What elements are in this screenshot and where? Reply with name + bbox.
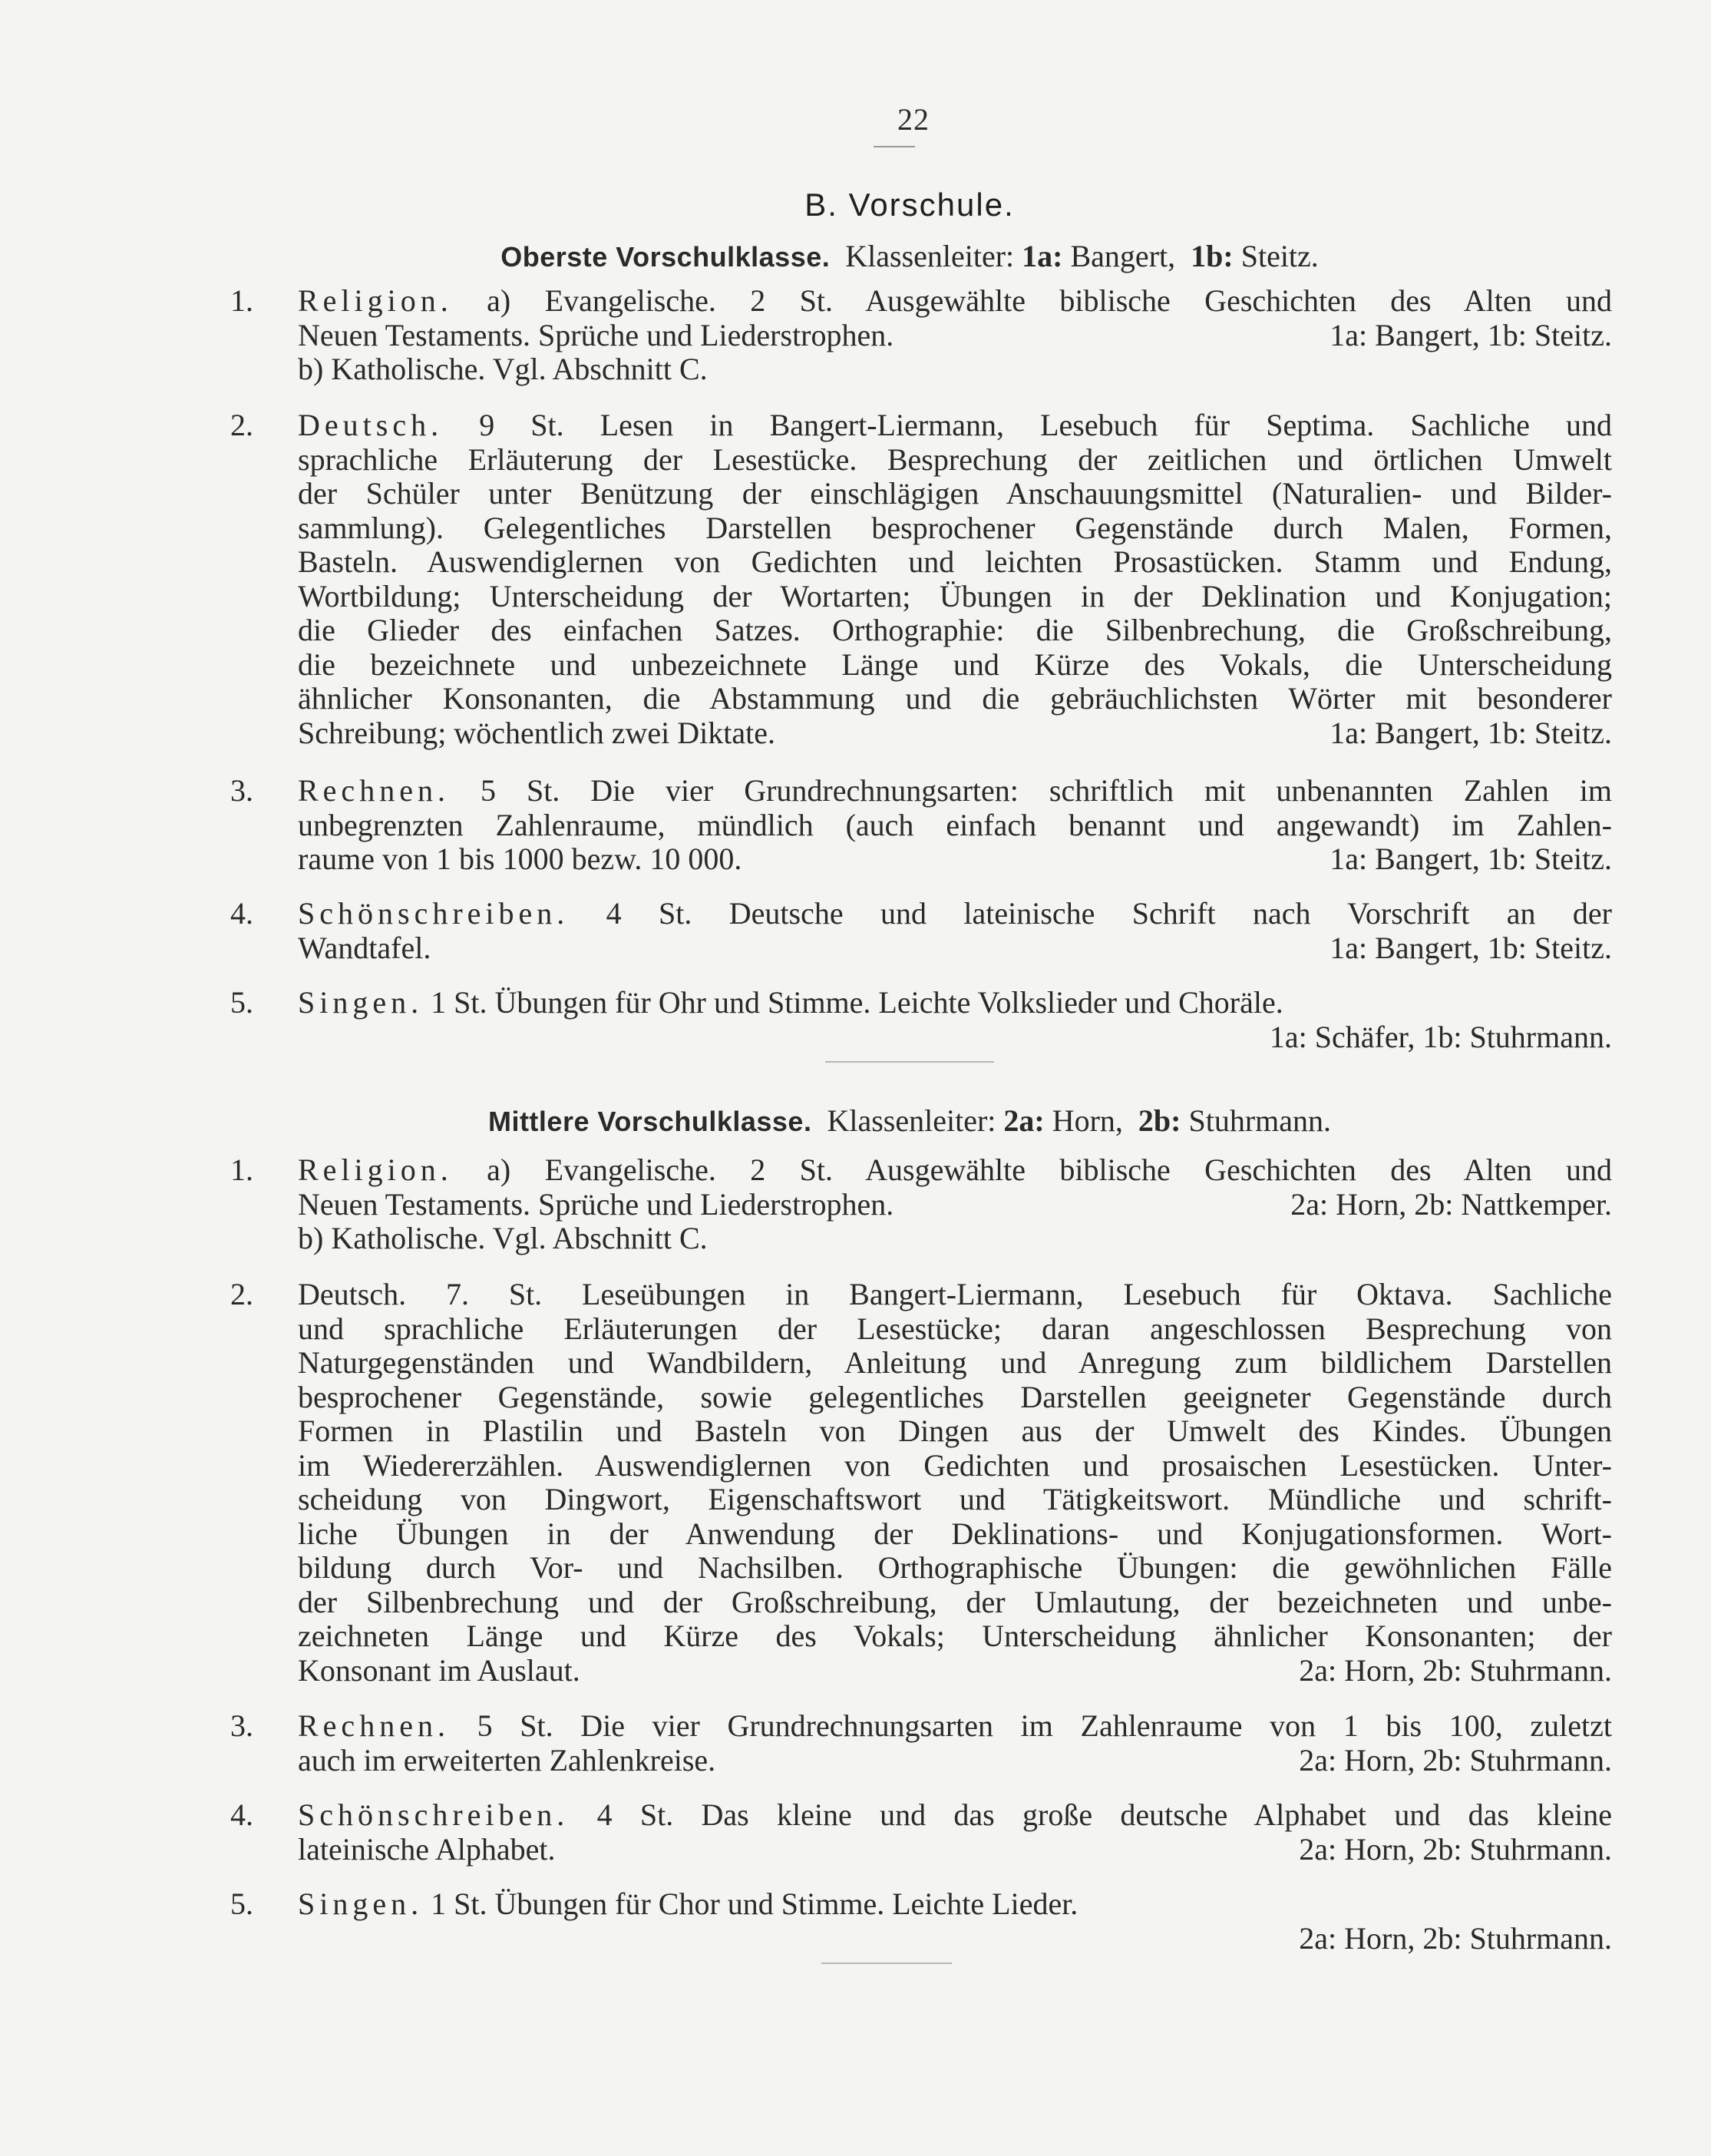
item-line: 5 St. Die vier Grundrechnungsarten: schriftlich mit unbenannten Zahlen im [480,773,1613,808]
item-teachers: 1a: Bangert, 1b: Steitz. [1329,317,1612,352]
item-line: unbegrenzten Zahlenraume, mündlich (auch einfach benannt und angewandt) im Zahlen- [298,807,1612,842]
class-heading-oberste [0,238,1711,274]
item-line: Wortbildung; Unterscheidung der Wortarten; Übungen in der Deklination und Konjugation; [298,578,1612,613]
item-line: Wandtafel. [298,930,431,965]
item-singen-oberste [230,986,1612,1054]
item-number: 4. [230,1797,253,1832]
item-line: ähnlicher Konsonanten, die Abstammung und die gebräuchlichsten Wörter mit besonderer [298,681,1612,716]
item-line: im Wiedererzählen. Auswendiglernen von Gedichten und prosaischen Lesestücken. Unter- [298,1447,1612,1483]
item-subject: Rechnen. [298,773,450,808]
class-leader-label: Klassenleiter: [827,1103,996,1138]
class-a-teacher: Horn, [1052,1103,1123,1138]
item-subject: Deutsch. [298,408,444,442]
item-subject: Rechnen. [298,1708,450,1743]
item-line: Naturgegenständen und Wandbildern, Anleitung und Anregung zum bildlichem Darstellen [298,1345,1612,1380]
item-line: auch im erweiterten Zahlenkreise. [298,1742,716,1777]
item-number: 3. [230,1708,253,1743]
item-line: Basteln. Auswendiglernen von Gedichten und leichten Prosastücken. Stamm und Endung, [298,544,1612,579]
item-number: 3. [230,773,253,808]
item-religion-mittlere [230,1153,1612,1256]
item-line: raume von 1 bis 1000 bezw. 10 000. [298,842,742,876]
item-line: besprochener Gegenstände, sowie gelegentliches Darstellen geeigneter Gegenstände durch [298,1379,1612,1414]
item-rechnen-oberste [230,774,1612,877]
section-title: B. Vorschule. [804,187,1015,223]
item-line: bildung durch Vor- und Nachsilben. Orthographische Übungen: die gewöhnlichen Fälle [298,1550,1612,1585]
item-line: 1 St. Übungen für Chor und Stimme. Leichte Lieder. [431,1886,1078,1921]
item-schoenschreiben-mittlere [230,1798,1612,1867]
item-line: 1 St. Übungen für Ohr und Stimme. Leichte Volkslieder und Choräle. [431,985,1283,1020]
item-number: 2. [230,1277,253,1311]
item-line: sprachliche Erläuterung der Lesestücke. Besprechung der zeitlichen und örtlichen Umwelt [298,441,1612,477]
item-line: b) Katholische. Vgl. Abschnitt C. [298,352,708,386]
item-line: zeichneten Länge und Kürze des Vokals; Unterscheidung ähnlicher Konsonanten; der [298,1619,1612,1653]
item-line: die Glieder des einfachen Satzes. Orthographie: die Silbenbrechung, die Großschreibung, [298,613,1612,647]
item-line: 4 St. Deutsche und lateinische Schrift nach Vorschrift an der [606,896,1613,931]
item-subject: Schönschreiben. [298,896,570,931]
item-teachers: 2a: Horn, 2b: Stuhrmann. [1299,1920,1612,1956]
item-line: 4 St. Das kleine und das große deutsche Alphabet und das kleine [596,1797,1613,1832]
item-singen-mittlere [230,1887,1612,1956]
item-subject: Deutsch. [298,1277,407,1311]
class-b-label: 1b: [1191,239,1234,273]
item-line: scheidung von Dingwort, Eigenschaftswort und Tätigkeitswort. Mündliche und schrift- [298,1482,1612,1516]
item-number: 1. [230,1152,253,1187]
item-number: 4. [230,896,253,931]
class-heading-mittlere [0,1103,1711,1139]
item-line: liche Übungen in der Anwendung der Deklinations- und Konjugationsformen. Wort- [298,1516,1612,1551]
item-teachers: 1a: Bangert, 1b: Steitz. [1329,715,1612,750]
item-teachers: 2a: Horn, 2b: Nattkemper. [1290,1186,1612,1222]
item-line: a) Evangelische. 2 St. Ausgewählte biblische Geschichten des Alten und [487,283,1613,318]
item-subject: Singen. [298,985,424,1020]
item-line: und sprachliche Erläuterungen der Lesestücke; daran angeschlossen Besprechung von [298,1311,1612,1346]
class-name: Mittlere Vorschulklasse. [487,1106,812,1137]
item-number: 1. [230,283,253,318]
class-leader-label: Klassenleiter: [845,239,1015,273]
page-number-rule [874,146,915,147]
class-b-teacher: Steitz. [1240,239,1319,273]
item-teachers: 1a: Bangert, 1b: Steitz. [1329,930,1612,965]
item-deutsch-oberste [230,408,1612,750]
item-teachers: 1a: Bangert, 1b: Steitz. [1329,842,1612,876]
item-line: Schreibung; wöchentlich zwei Diktate. [298,715,776,750]
item-line: b) Katholische. Vgl. Abschnitt C. [298,1221,708,1255]
item-line: sammlung). Gelegentliches Darstellen besprochener Gegenstände durch Malen, Formen, [298,510,1612,545]
item-number: 5. [230,1886,253,1921]
item-rechnen-mittlere [230,1709,1612,1777]
class-a-label: 2a: [1003,1103,1045,1138]
item-subject: Schönschreiben. [298,1797,570,1832]
item-subject: Religion. [298,1152,453,1187]
item-line: Konsonant im Auslaut. [298,1652,580,1688]
item-line: lateinische Alphabet. [298,1831,556,1867]
item-number: 5. [230,985,253,1020]
end-divider [821,1963,952,1964]
item-line: der Silbenbrechung und der Großschreibung, der Umlautung, der bezeichneten und unbe- [298,1584,1612,1619]
item-schoenschreiben-oberste [230,897,1612,965]
item-subject: Singen. [298,1886,424,1921]
item-line: Neuen Testaments. Sprüche und Liederstrophen. [298,317,894,352]
item-line: Neuen Testaments. Sprüche und Liederstrophen. [298,1186,894,1222]
item-line: a) Evangelische. 2 St. Ausgewählte biblische Geschichten des Alten und [487,1152,1613,1187]
item-teachers: 1a: Schäfer, 1b: Stuhrmann. [1269,1019,1612,1054]
item-line: 9 St. Lesen in Bangert-Liermann, Lesebuch für Septima. Sachliche und [479,408,1612,442]
item-line: 7. St. Leseübungen in Bangert-Liermann, Lesebuch für Oktava. Sachliche [445,1277,1613,1311]
item-line: die bezeichnete und unbezeichnete Länge und Kürze des Vokals, die Unterscheidung [298,646,1612,682]
item-number: 2. [230,408,253,442]
class-b-label: 2b: [1138,1103,1181,1138]
class-a-teacher: Bangert, [1070,239,1176,273]
item-line: Formen in Plastilin und Basteln von Dingen aus der Umwelt des Kindes. Übungen [298,1414,1612,1448]
class-name: Oberste Vorschulklasse. [500,241,831,273]
item-teachers: 2a: Horn, 2b: Stuhrmann. [1299,1742,1612,1777]
class-a-label: 1a: [1022,239,1063,273]
class-b-teacher: Stuhrmann. [1188,1103,1332,1138]
section-divider [825,1061,994,1063]
item-line: der Schüler unter Benützung der einschlägigen Anschauungsmittel (Naturalien- und Bilder- [298,476,1612,511]
item-teachers: 2a: Horn, 2b: Stuhrmann. [1299,1652,1612,1688]
page-number: 22 [897,102,930,137]
item-religion-oberste [230,284,1612,387]
item-subject: Religion. [298,283,453,318]
item-line: 5 St. Die vier Grundrechnungsarten im Zahlenraume von 1 bis 100, zuletzt [477,1708,1612,1743]
item-deutsch-mittlere [230,1278,1612,1688]
item-teachers: 2a: Horn, 2b: Stuhrmann. [1299,1831,1612,1867]
